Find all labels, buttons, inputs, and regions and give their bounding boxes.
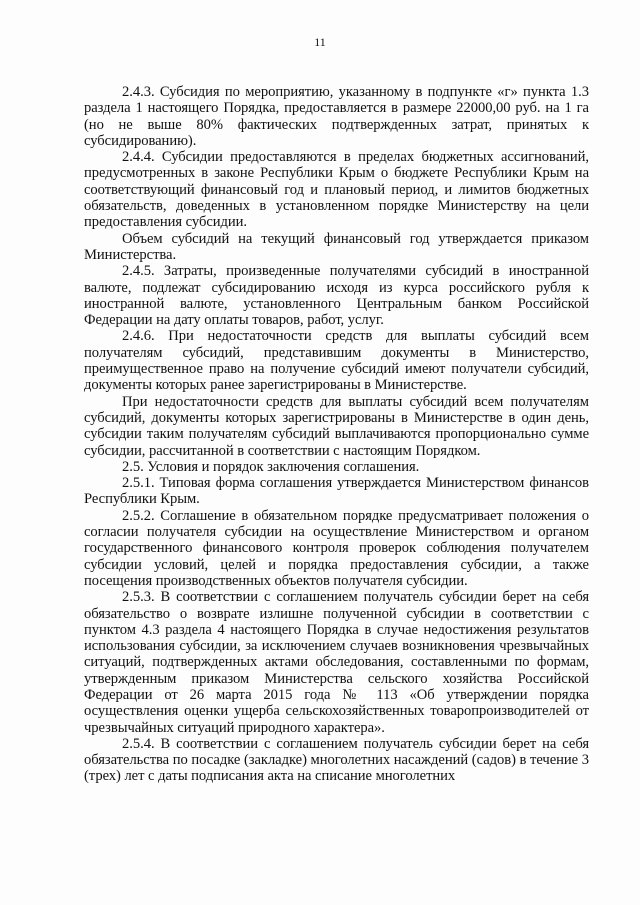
paragraph-2-4-3: 2.4.3. Субсидия по мероприятию, указанному в подпункте «г» пункта 1.3 раздела 1 настоящего Порядка, предоставляется в размере 22000,00 руб. на 1 га (но не выше 80% фактических подтвержденных затрат, принятых к субсидированию). [84,84,589,149]
paragraph-2-5: 2.5. Условия и порядок заключения соглашения. [122,458,420,475]
page-number: 11 [314,35,326,49]
paragraph-2-5-4: 2.5.4. В соответствии с соглашением получатель субсидии берет на себя обязательства по посадке (закладке) многолетних насаждений (садов) в течение 3 (трех) лет с даты подписания акта на списание многолетних [84,735,589,785]
paragraph-2-4-5: 2.4.5. Затраты, произведенные получателями субсидий в иностранной валюте, подлежат субсидированию исходя из курса российского рубля к иностранной валюте, установленного Центральным банком Российской Федерации на дату оплаты товаров, работ, услуг. [84,263,589,329]
paragraph-2-5-2: 2.5.2. Соглашение в обязательном порядке предусматривает положения о согласии получателя субсидии на осуществление Министерством и органом государственного финансового контроля проверок соблюдения получателем субсидии условий, целей и порядка предоставления субсидии, а также посещения производственных объектов получателя субсидии. [84,507,589,589]
paragraph-2-5-1: 2.5.1. Типовая форма соглашения утверждается Министерством финансов Республики Крым. [84,475,589,508]
paragraph-2-5-3: 2.5.3. В соответствии с соглашением получатель субсидии берет на себя обязательство о возврате излишне полученной субсидии в соответствии с пунктом 4.3 раздела 4 настоящего Порядка в случае недостижения результатов использования субсидии, за исключением случаев возникновения чрезвычайных ситуаций, подтвержденных актами обследования, составленными по формам, утвержденным приказом Министерства сельского хозяйства Российской Федерации от 26 марта 2015 года № 113 «Об утверждении порядка осуществления оценки ущерба сельскохозяйственных товаропроизводителей от чрезвычайных ситуаций природного характера». [84,589,589,736]
document-body [84,84,589,785]
paragraph-insufficient-funds: При недостаточности средств для выплаты субсидий всем получателям субсидий, документы которых зарегистрированы в Министерстве в один день, субсидии таким получателям субсидий выплачиваются пропорционально сумме субсидии, рассчитанной в соответствии с настоящим Порядком. [84,393,589,459]
paragraph-2-4-6: 2.4.6. При недостаточности средств для выплаты субсидий всем получателям субсидий, представившим документы в Министерство, преимущественное право на получение субсидий имеют получатели субсидий, документы которых ранее зарегистрированы в Министерстве. [84,328,589,394]
paragraph-2-4-4: 2.4.4. Субсидии предоставляются в пределах бюджетных ассигнований, предусмотренных в законе Республики Крым о бюджете Республики Крым на соответствующий финансовый год и плановый период, и лимитов бюджетных обязательств, доведенных в установленном порядке Министерству на цели предоставления субсидии. [84,149,589,231]
paragraph-annual-volume: Объем субсидий на текущий финансовый год утверждается приказом Министерства. [84,230,589,263]
